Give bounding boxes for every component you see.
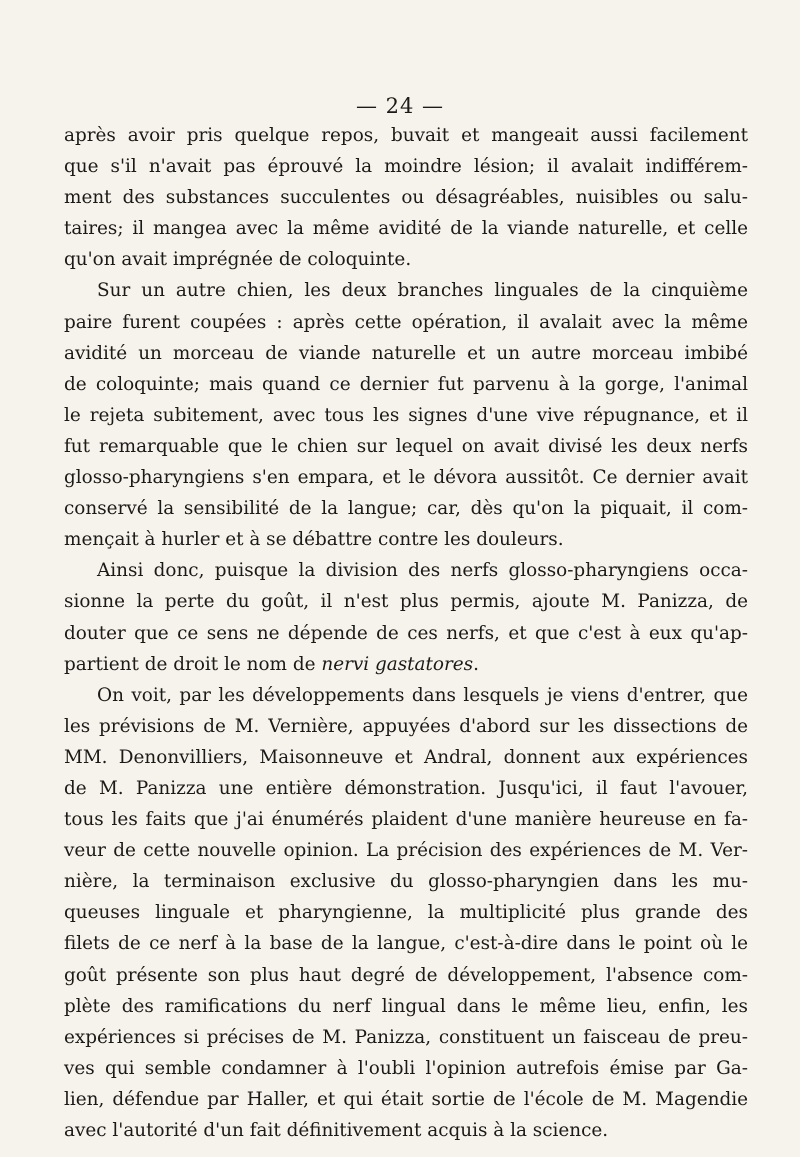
text-line: Ainsi donc, puisque la division des nerfs glosso-pharyngiens occa- [97,560,748,582]
paragraph-1 [64,120,748,275]
text-line: Sur un autre chien, les deux branches linguales de la cinquième [97,280,748,302]
body-text [64,120,748,1146]
text-line: conservé la sensibilité de la langue; car, dès qu'on la piquait, il com- [64,498,748,520]
text-line: MM. Denonvilliers, Maisonneuve et Andral, donnent aux expériences [64,746,748,768]
text-line-with-italic [64,649,748,680]
page-number: — 24 — [355,94,445,118]
text-line: sionne la perte du goût, il n'est plus permis, ajoute M. Panizza, de [64,591,748,613]
text-line: paire furent coupées : après cette opération, il avalait avec la même [64,311,748,333]
text-line: que s'il n'avait pas éprouvé la moindre lésion; il avalait indifférem- [64,156,748,178]
text-line: avec l'autorité d'un fait définitivement acquis à la science. [64,1120,609,1141]
paragraph-4 [64,680,748,1146]
text-line: On voit, par les développements dans lesquels je viens d'entrer, que [97,684,748,706]
text-line: nière, la terminaison exclusive du glosso-pharyngien dans les mu- [64,871,748,893]
text-fragment: partient de droit le nom de [64,653,316,675]
text-line: le rejeta subitement, avec tous les signes d'une vive répugnance, et il [64,404,748,426]
text-line: fut remarquable que le chien sur lequel on avait divisé les deux nerfs [64,435,748,457]
text-line: après avoir pris quelque repos, buvait et mangeait aussi facilement [64,125,748,146]
italic-term: nervi gastatores [321,653,474,675]
text-line: lien, défendue par Haller, et qui était sortie de l'école de M. Magendie [64,1088,748,1110]
punctuation: . [473,653,479,675]
text-line: queuses linguale et pharyngienne, la multiplicité plus grande des [64,902,748,924]
text-line: de M. Panizza une entière démonstration. Jusqu'ici, il faut l'avouer, [64,777,748,799]
paragraph-3 [64,555,748,679]
text-line: ves qui semble condamner à l'oubli l'opinion autrefois émise par Ga- [64,1057,748,1079]
text-line: taires; il mangea avec la même avidité de la viande naturelle, et celle [64,218,748,240]
text-line: expériences si précises de M. Panizza, constituent un faisceau de preu- [64,1026,748,1048]
text-line: avidité un morceau de viande naturelle et un autre morceau imbibé [64,342,748,364]
text-line: tous les faits que j'ai énumérés plaident d'une manière heureuse en fa- [64,809,748,831]
text-line: ment des substances succulentes ou désagréables, nuisibles ou salu- [64,187,748,209]
text-line: de coloquinte; mais quand ce dernier fut parvenu à la gorge, l'animal [64,373,748,395]
text-line: filets de ce nerf à la base de la langue, c'est-à-dire dans le point où le [64,933,748,955]
text-line: les prévisions de M. Vernière, appuyées d'abord sur les dissections de [64,715,748,737]
text-line: veur de cette nouvelle opinion. La précision des expériences de M. Ver- [64,840,748,862]
text-line: goût présente son plus haut degré de développement, l'absence com- [64,964,748,986]
text-line: douter que ce sens ne dépende de ces nerfs, et que c'est à eux qu'ap- [64,622,748,644]
text-line: qu'on avait imprégnée de coloquinte. [64,249,412,271]
text-line: glosso-pharyngiens s'en empara, et le dévora aussitôt. Ce dernier avait [64,467,748,489]
text-line: plète des ramifications du nerf lingual dans le même lieu, enfin, les [64,995,748,1017]
paragraph-2 [64,275,748,555]
text-line: mençait à hurler et à se débattre contre les douleurs. [64,529,564,551]
